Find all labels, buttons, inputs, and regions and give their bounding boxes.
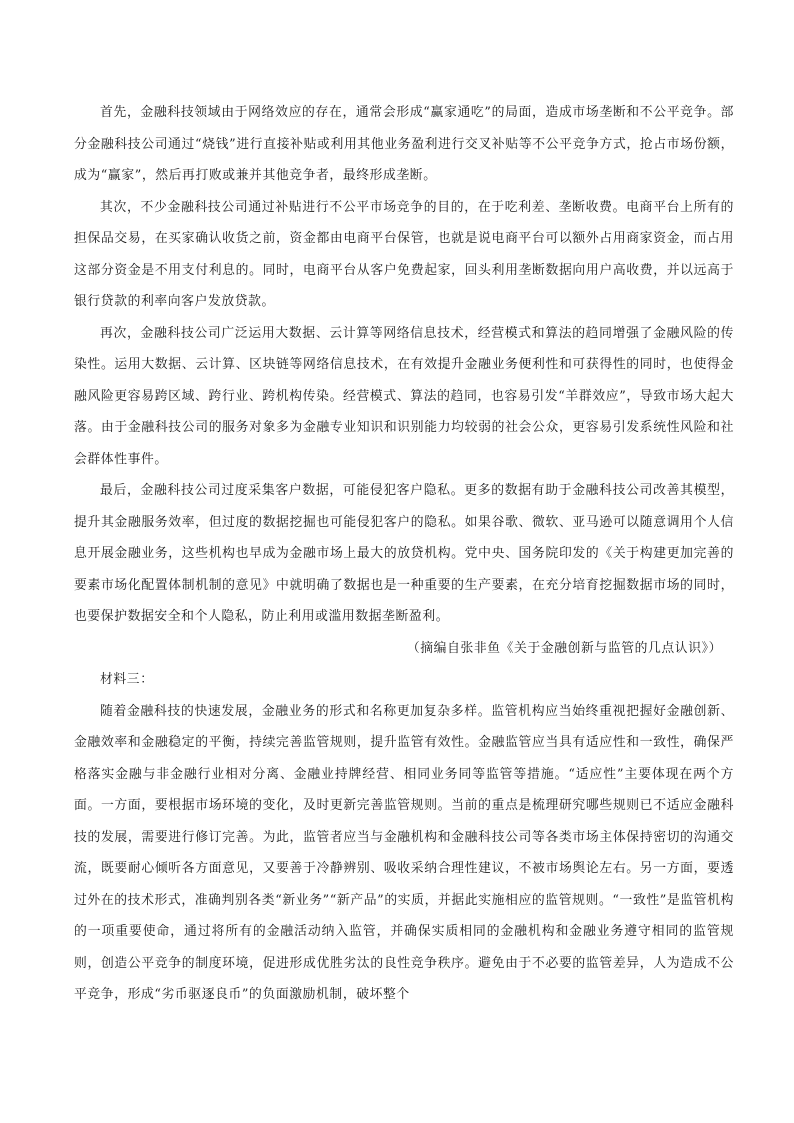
source-citation: （摘编自张非鱼《关于金融创新与监管的几点认识》） [406,640,722,656]
paragraph-first: 首先，金融科技领域由于网络效应的存在，通常会形成“赢家通吃”的局面，造成市场垄断和不公平竞争。部分金融科技公司通过“烧钱”进行直接补贴或利用其他业务盈利进行交叉补贴等不公平竞争方式，抢占市场份额，成为“赢家”，然后再打败或兼并其他竞争者，最终形成垄断。 [74,105,734,183]
paragraph-third: 再次，金融科技公司广泛运用大数据、云计算等网络信息技术，经营模式和算法的趋同增强了金融风险的传染性。运用大数据、云计算、区块链等网络信息技术，在有效提升金融业务便利性和可获得性的同时，也使得金融风险更容易跨区域、跨行业、跨机构传染。经营模式、算法的趋同，也容易引发“羊群效应”，导致市场大起大落。由于金融科技公司的服务对象多为金融专业知识和识别能力均较弱的社会公众，更容易引发系统性风险和社会群体性事件。 [74,325,734,467]
document-body [74,97,734,1011]
material-three-paragraph: 随着金融科技的快速发展，金融业务的形式和名称更加复杂多样。监管机构应当始终重视把握好金融创新、金融效率和金融稳定的平衡，持续完善监管规则，提升监管有效性。金融监管应当具有适应性和一致性，确保严格落实金融与非金融行业相对分离、金融业持牌经营、相同业务同等监管等措施。“适应性”主要体现在两个方面。一方面，要根据市场环境的变化，及时更新完善监管规则。当前的重点是梳理研究哪些规则已不适应金融科技的发展，需要进行修订完善。为此，监管者应当与金融机构和金融科技公司等各类市场主体保持密切的沟通交流，既要耐心倾听各方面意见，又要善于冷静辨别、吸收采纳合理性建议，不被市场舆论左右。另一方面，要透过外在的技术形式，准确判别各类“新业务”“新产品”的实质，并据此实施相应的监管规则。“一致性”是监管机构的一项重要使命，通过将所有的金融活动纳入监管，并确保实质相同的金融机构和金融业务遵守相同的监管规则，创造公平竞争的制度环境，促进形成优胜劣汰的良性竞争秩序。避免由于不必要的监管差异，人为造成不公平竞争，形成“劣币驱逐良币”的负面激励机制，破坏整个 [74,703,734,1002]
material-three-heading: 材料三： [100,672,154,687]
paragraph-second: 其次，不少金融科技公司通过补贴进行不公平市场竞争的目的，在于吃利差、垄断收费。电商平台上所有的担保品交易，在买家确认收货之前，资金都由电商平台保管，也就是说电商平台可以额外占用商家资金，而占用这部分资金是不用支付利息的。同时，电商平台从客户免费起家，回头利用垄断数据向用户高收费，并以远高于银行贷款的利率向客户发放贷款。 [74,199,734,309]
paragraph-fourth: 最后，金融科技公司过度采集客户数据，可能侵犯客户隐私。更多的数据有助于金融科技公司改善其模型，提升其金融服务效率，但过度的数据挖掘也可能侵犯客户的隐私。如果谷歌、微软、亚马逊可以随意调用个人信息开展金融业务，这些机构也早成为金融市场上最大的放贷机构。党中央、国务院印发的《关于构建更加完善的要素市场化配置体制机制的意见》中就明确了数据也是一种重要的生产要素，在充分培育挖掘数据市场的同时，也要保护数据安全和个人隐私，防止利用或滥用数据垄断盈利。 [74,483,734,624]
